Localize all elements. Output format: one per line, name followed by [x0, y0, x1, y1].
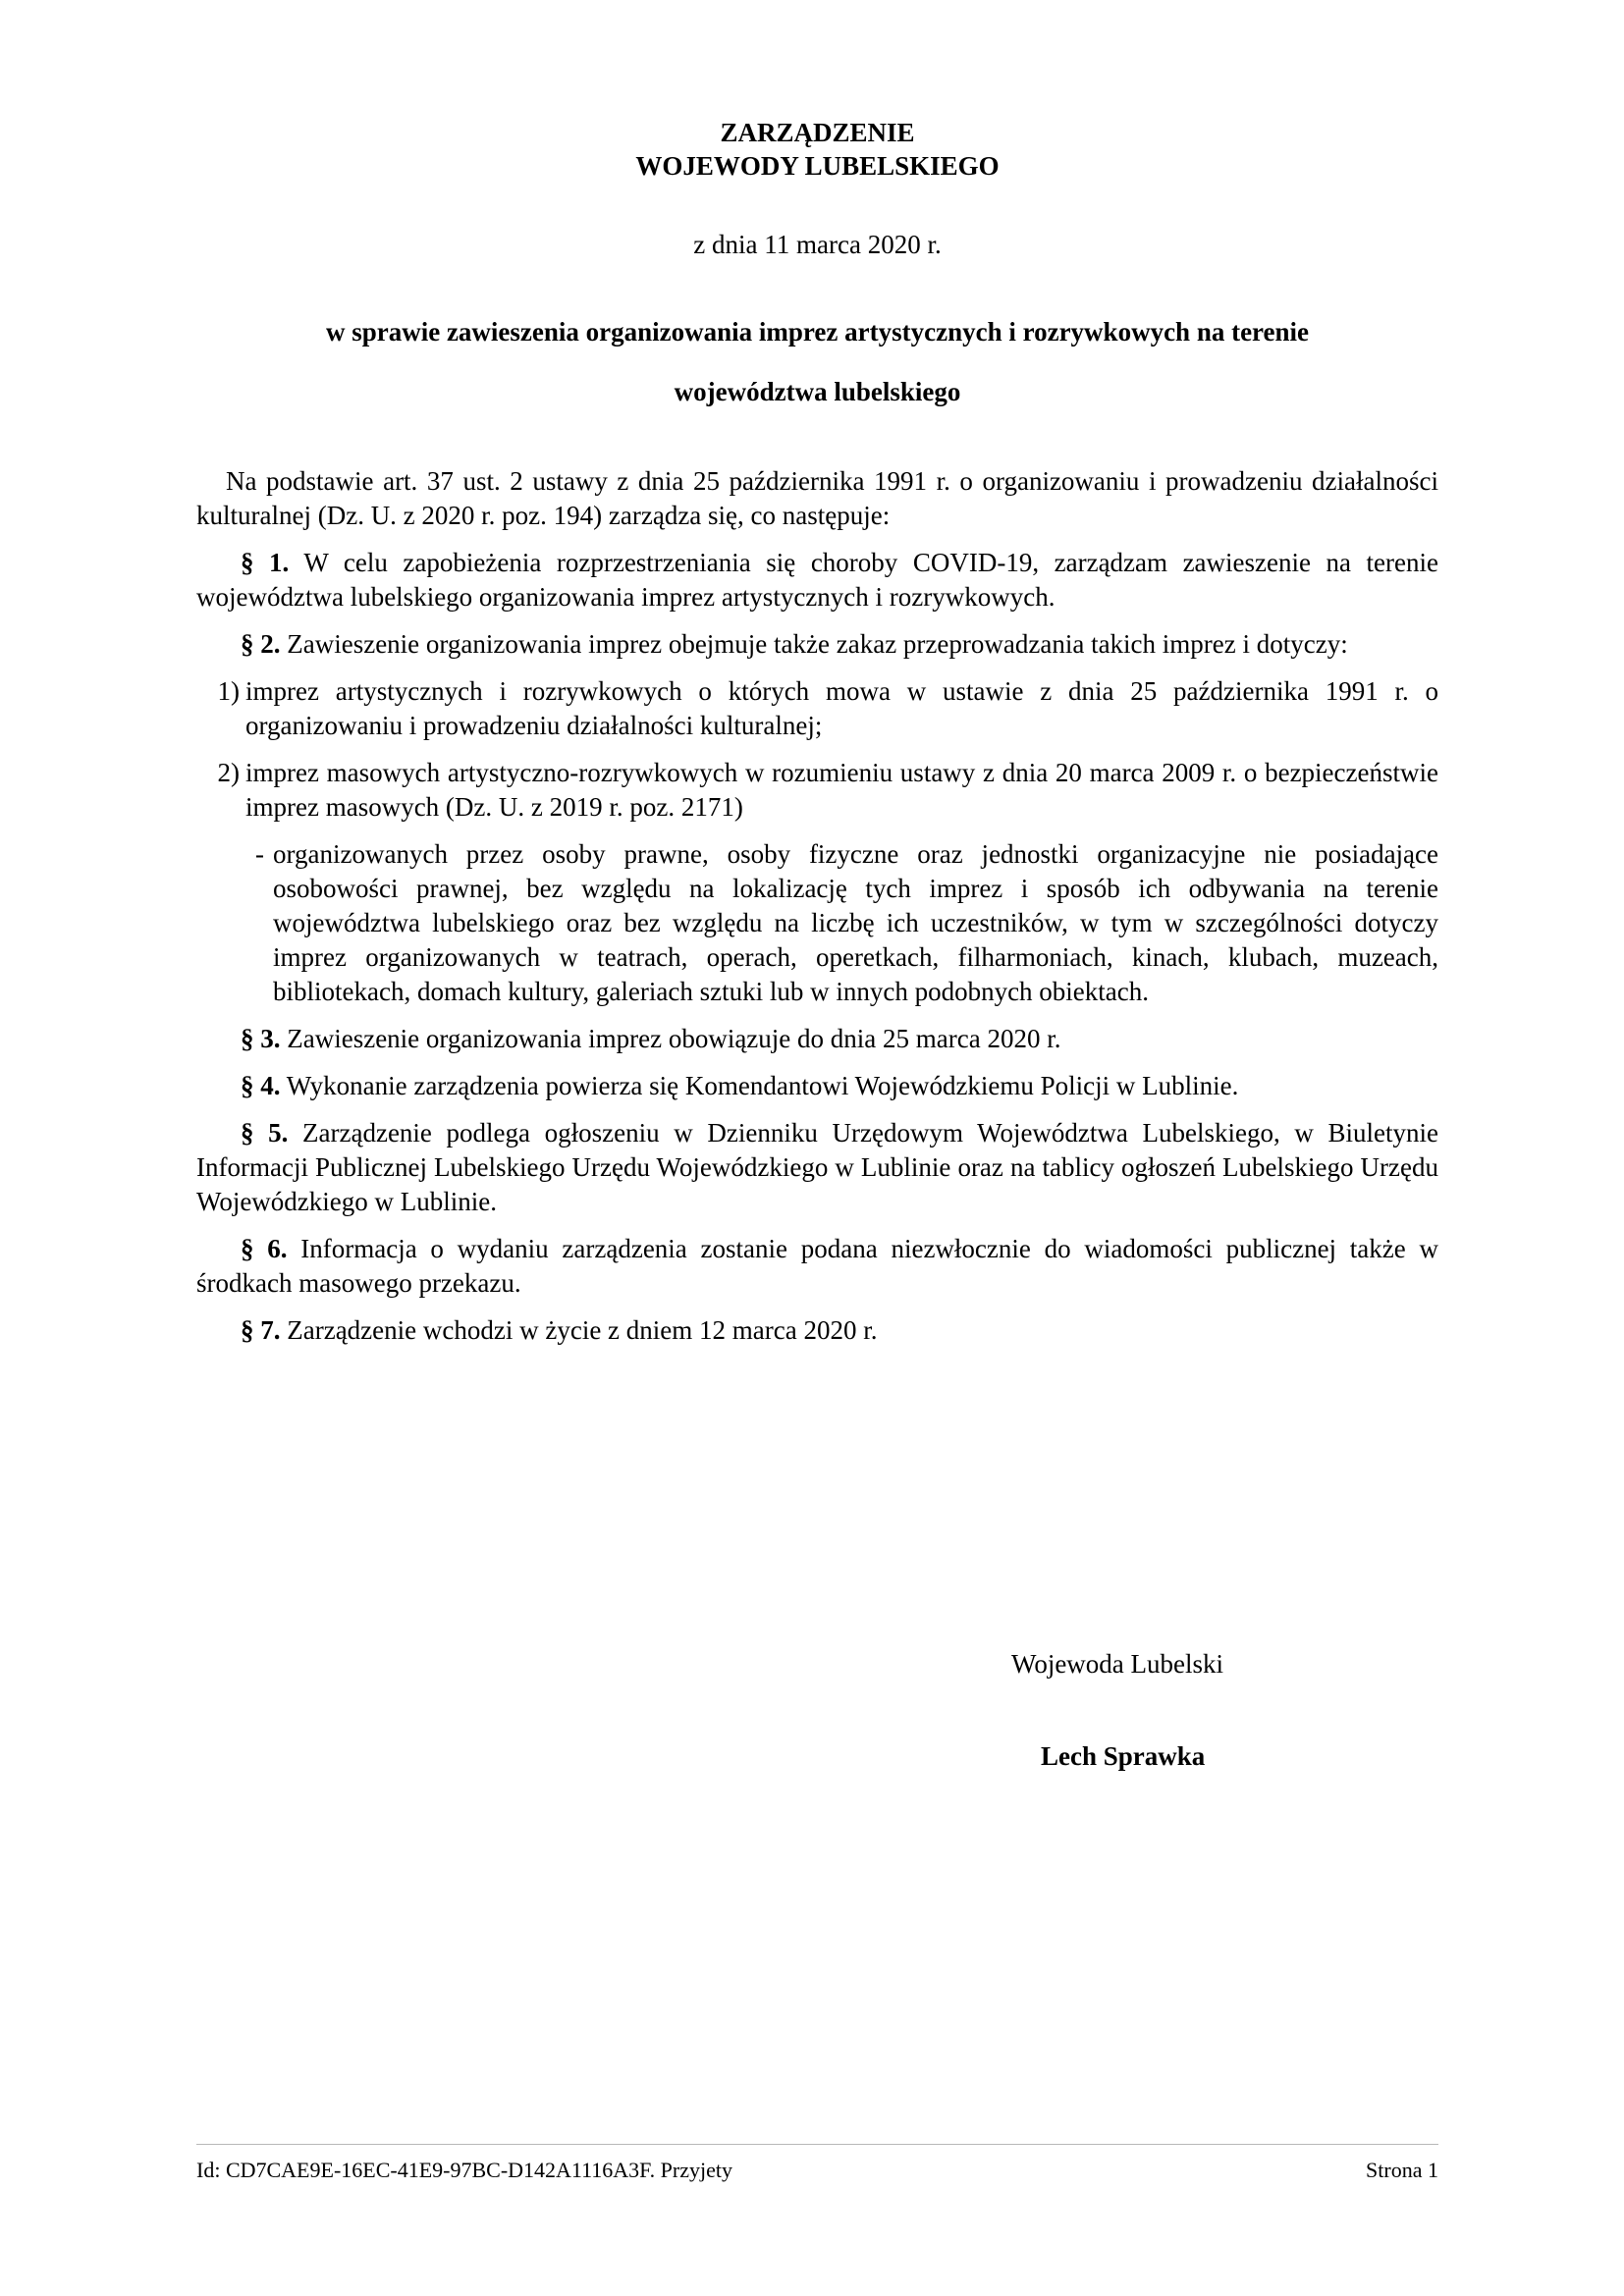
- paragraph-6-text: Informacja o wydaniu zarządzenia zostanie podana niezwłocznie do wiadomości publicznej także w środkach masowego przekazu.: [196, 1234, 1439, 1298]
- paragraph-3-label: § 3.: [241, 1024, 281, 1053]
- document-date: z dnia 11 marca 2020 r.: [693, 230, 942, 259]
- paragraph-6-label: § 6.: [241, 1234, 288, 1263]
- paragraph-3-text: Zawieszenie organizowania imprez obowiązuje do dnia 25 marca 2020 r.: [280, 1024, 1061, 1053]
- title-block: [196, 116, 1438, 422]
- page-footer: [196, 2158, 1438, 2183]
- list-item-2: [196, 756, 1438, 825]
- signatory-role: Wojewoda Lubelski: [1011, 1649, 1224, 1679]
- document-subject: [196, 302, 1438, 422]
- paragraph-1-label: § 1.: [241, 548, 290, 577]
- list-item-1: [196, 674, 1438, 743]
- signatory-name: Lech Sprawka: [1041, 1741, 1206, 1771]
- paragraph-3: [196, 1022, 1438, 1056]
- paragraph-7-text: Zarządzenie wchodzi w życie z dniem 12 marca 2020 r.: [280, 1315, 878, 1345]
- paragraph-4: [196, 1069, 1438, 1103]
- paragraph-6: [196, 1232, 1438, 1301]
- dash-item: [255, 837, 1438, 1009]
- paragraph-2-text: Zawieszenie organizowania imprez obejmuje także zakaz przeprowadzania takich imprez i dotyczy:: [280, 629, 1348, 659]
- paragraph-4-label: § 4.: [241, 1071, 281, 1100]
- paragraph-1: [196, 546, 1438, 614]
- footer-divider: [196, 2144, 1438, 2145]
- issuer-title: WOJEWODY LUBELSKIEGO: [635, 151, 1000, 181]
- list-item-2-number: 2): [217, 758, 240, 787]
- paragraph-1-text: W celu zapobieżenia rozprzestrzeniania się choroby COVID-19, zarządzam zawieszenie na terenie województwa lubelskiego organizowania imprez artystycznych i rozrywkowych.: [196, 548, 1438, 612]
- preamble: Na podstawie art. 37 ust. 2 ustawy z dnia 25 października 1991 r. o organizowaniu i prowadzeniu działalności kulturalnej (Dz. U. z 2020 r. poz. 194) zarządza się, co następuje:: [196, 466, 1438, 530]
- list-item-2-text: imprez masowych artystyczno-rozrywkowych w rozumieniu ustawy z dnia 20 marca 2009 r. o bezpieczeństwie imprez masowych (Dz. U. z 2019 r. poz. 2171): [245, 758, 1438, 822]
- paragraph-2-label: § 2.: [241, 629, 281, 659]
- paragraph-4-text: Wykonanie zarządzenia powierza się Komendantowi Wojewódzkiemu Policji w Lublinie.: [280, 1071, 1239, 1100]
- document-body: [196, 464, 1438, 1361]
- list-item-1-text: imprez artystycznych i rozrywkowych o których mowa w ustawie z dnia 25 października 1991 r. o organizowaniu i prowadzeniu działalności kulturalnej;: [245, 676, 1438, 740]
- subject-line-2: województwa lubelskiego: [674, 377, 961, 406]
- paragraph-7: [196, 1313, 1438, 1348]
- dash-marker: -: [255, 839, 264, 869]
- paragraph-2: [196, 627, 1438, 662]
- paragraph-5-text: Zarządzenie podlega ogłoszeniu w Dzienniku Urzędowym Województwa Lubelskiego, w Biuletynie Informacji Publicznej Lubelskiego Urzędu Wojewódzkiego w Lublinie oraz na tablicy ogłoszeń Lubelskiego Urzędu Wojewódzkiego w Lublinie.: [196, 1118, 1439, 1216]
- list-item-1-number: 1): [217, 676, 240, 706]
- paragraph-5-label: § 5.: [241, 1118, 289, 1148]
- paragraph-7-label: § 7.: [241, 1315, 281, 1345]
- page-number: Strona 1: [1366, 2158, 1438, 2182]
- paragraph-5: [196, 1116, 1438, 1219]
- dash-item-text: organizowanych przez osoby prawne, osoby fizyczne oraz jednostki organizacyjne nie posiadające osobowości prawnej, bez względu na lokalizację tych imprez i sposób ich odbywania na terenie województwa lubelskiego oraz bez względu na liczbę ich uczestników, w tym w szczególności dotyczy imprez organizowanych w teatrach, operach, operetkach, filharmoniach, kinach, klubach, muzeach, bibliotekach, domach kultury, galeriach sztuki lub w innych podobnych obiektach.: [273, 839, 1438, 1006]
- subject-line-1: w sprawie zawieszenia organizowania imprez artystycznych i rozrywkowych na terenie: [325, 317, 1310, 347]
- document-id: Id: CD7CAE9E-16EC-41E9-97BC-D142A1116A3F. Przyjety: [196, 2158, 732, 2182]
- document-type-title: ZARZĄDZENIE: [720, 118, 915, 147]
